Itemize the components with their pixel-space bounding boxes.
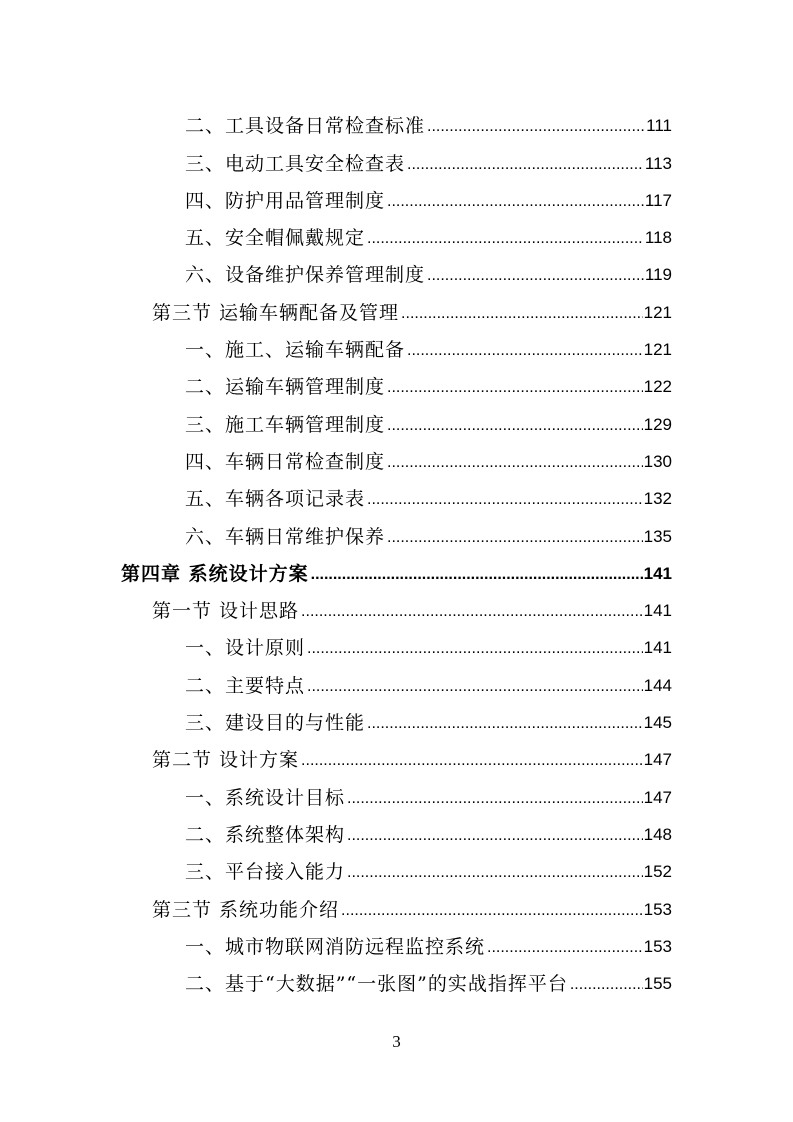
toc-entry-page: 147	[643, 750, 672, 770]
toc-entry-title: 二、工具设备日常检查标准	[185, 115, 426, 138]
toc-entry-page: 153	[643, 936, 672, 956]
toc-entry-title: 五、安全帽佩戴规定	[185, 227, 366, 250]
toc-entry-page: 130	[643, 451, 672, 471]
toc-entry-title: 三、平台接入能力	[185, 861, 346, 884]
dot-leader	[307, 677, 643, 697]
toc-entry-title: 三、施工车辆管理制度	[185, 413, 386, 436]
toc-entry-title: 二、主要特点	[185, 674, 306, 697]
toc-entry-page: 117	[644, 190, 672, 210]
toc-entry-page: 141	[643, 563, 672, 583]
toc-entry-page: 147	[643, 787, 672, 807]
toc-entry[interactable]	[0, 325, 793, 362]
toc-entry-page: 119	[644, 265, 672, 285]
dot-leader	[487, 938, 643, 958]
dot-leader	[301, 602, 643, 622]
toc-entry-title: 第四章 系统设计方案	[121, 562, 309, 585]
dot-leader	[307, 639, 643, 659]
toc-entry-title: 五、车辆各项记录表	[185, 488, 366, 511]
toc-entry[interactable]	[0, 101, 793, 138]
toc-entry[interactable]	[0, 399, 793, 436]
dot-leader	[367, 229, 644, 249]
dot-leader	[367, 490, 643, 510]
toc-entry-page: 129	[643, 414, 672, 434]
toc-entry-title: 一、城市物联网消防远程监控系统	[185, 935, 486, 958]
toc-entry-title: 六、车辆日常维护保养	[185, 525, 386, 548]
toc-entry-page: 113	[644, 153, 672, 173]
toc-entry-title: 四、车辆日常检查制度	[185, 450, 386, 473]
dot-leader	[570, 975, 643, 995]
toc-entry-title: 二、运输车辆管理制度	[185, 376, 386, 399]
toc-entry-title: 六、设备维护保养管理制度	[185, 264, 426, 287]
toc-entry-page: 111	[646, 116, 672, 136]
toc-entry-title: 第二节 设计方案	[152, 749, 300, 772]
dot-leader	[367, 714, 643, 734]
toc-entry-title: 一、设计原则	[185, 637, 306, 660]
dot-leader	[387, 453, 643, 473]
toc-entry[interactable]	[0, 959, 793, 996]
toc-entry[interactable]	[0, 549, 793, 586]
toc-entry-page: 132	[643, 489, 672, 509]
toc-entry-page: 153	[643, 899, 672, 919]
toc-entry[interactable]	[0, 250, 793, 287]
dot-leader	[311, 565, 643, 585]
dot-leader	[427, 266, 644, 286]
toc-entry[interactable]	[0, 884, 793, 921]
toc-entry-page: 152	[643, 862, 672, 882]
toc-entry-title: 四、防护用品管理制度	[185, 189, 386, 212]
toc-entry[interactable]	[0, 437, 793, 474]
toc-entry-title: 二、基于“大数据”“一张图”的实战指挥平台	[185, 973, 568, 996]
toc-entry-page: 121	[643, 340, 672, 360]
toc-entry[interactable]	[0, 213, 793, 250]
toc-entry[interactable]	[0, 772, 793, 809]
toc-entry-title: 三、建设目的与性能	[185, 712, 366, 735]
toc-entry-title: 一、施工、运输车辆配备	[185, 339, 406, 362]
dot-leader	[387, 416, 643, 436]
toc-entry[interactable]	[0, 660, 793, 697]
toc-entry-page: 118	[644, 228, 672, 248]
toc-entry-title: 二、系统整体架构	[185, 823, 346, 846]
toc-entry[interactable]	[0, 362, 793, 399]
toc-entry[interactable]	[0, 511, 793, 548]
toc-entry[interactable]	[0, 623, 793, 660]
toc-entry[interactable]	[0, 138, 793, 175]
dot-leader	[407, 341, 643, 361]
toc-entry-title: 第三节 系统功能介绍	[152, 898, 340, 921]
toc-entry-page: 122	[643, 377, 672, 397]
dot-leader	[407, 155, 644, 175]
toc-entry-page: 135	[643, 526, 672, 546]
toc-entry-title: 三、电动工具安全检查表	[185, 152, 406, 175]
toc-entry-title: 第一节 设计思路	[152, 600, 300, 623]
toc-entry[interactable]	[0, 698, 793, 735]
toc-entry[interactable]	[0, 474, 793, 511]
toc-entry-page: 145	[643, 713, 672, 733]
toc-entry-title: 第三节 运输车辆配备及管理	[152, 301, 400, 324]
toc-entry-title: 一、系统设计目标	[185, 786, 346, 809]
toc-entry-page: 155	[643, 974, 672, 994]
toc-entry-page: 141	[643, 601, 672, 621]
toc-entry-page: 121	[643, 302, 672, 322]
toc-entry-page: 141	[643, 638, 672, 658]
toc-entry[interactable]	[0, 810, 793, 847]
dot-leader	[401, 304, 643, 324]
toc-entry[interactable]	[0, 735, 793, 772]
page-number: 3	[392, 1032, 401, 1051]
table-of-contents	[0, 101, 793, 996]
toc-entry[interactable]	[0, 847, 793, 884]
toc-entry[interactable]	[0, 922, 793, 959]
dot-leader	[347, 826, 643, 846]
toc-entry[interactable]	[0, 176, 793, 213]
dot-leader	[387, 528, 643, 548]
dot-leader	[387, 378, 643, 398]
dot-leader	[387, 192, 644, 212]
dot-leader	[347, 863, 643, 883]
toc-entry-page: 148	[643, 824, 672, 844]
dot-leader	[301, 751, 643, 771]
dot-leader	[347, 789, 643, 809]
dot-leader	[341, 901, 643, 921]
toc-entry[interactable]	[0, 586, 793, 623]
toc-entry[interactable]	[0, 287, 793, 324]
toc-entry-page: 144	[643, 675, 672, 695]
dot-leader	[427, 117, 645, 137]
